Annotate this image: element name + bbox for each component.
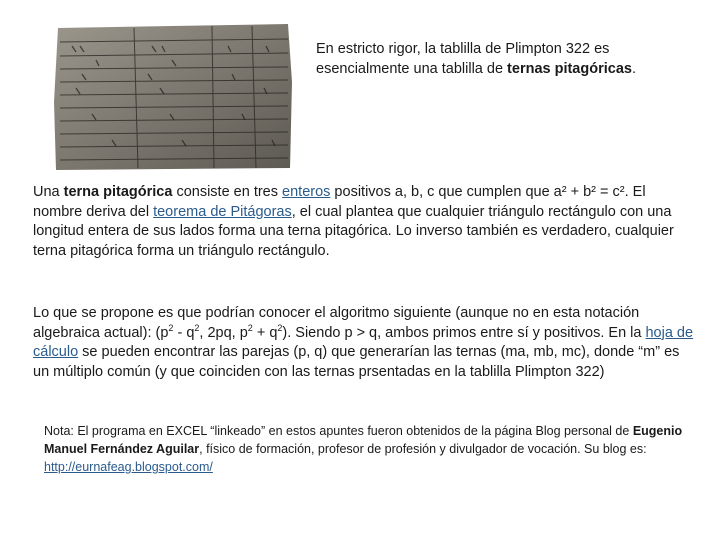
- enteros-link[interactable]: enteros: [282, 184, 331, 200]
- hoja-calculo-link[interactable]: hoja de cálculo: [33, 324, 694, 360]
- author-name: Eugenio Manuel Fernández Aguilar: [44, 424, 683, 456]
- algorithm-paragraph: Lo que se propone es que podrían conocer el algoritmo siguiente (aunque no en esta notación algebraica actual): ($p^2 - q^2$, 2pq, $p^2 + q^2$). Siendo p > q, ambos primos entre sí y positivos. En la hoja de cálculo se pueden encontrar las parejas (p, q) que generarían las ternas (ma, mb, mc), donde “m” es un múltiplo común (y que coinciden con las ternas prsentadas en la tablilla Plimpton 322): [33, 305, 694, 380]
- pythagorean-triple-paragraph: Una terna pitagórica consiste en tres enteros positivos a, b, c que cumplen que a² + b² = c². El nombre deriva del teorema de Pitágoras, el cual plantea que cualquier triángulo rectángulo con una longitud entera de sus lados forma una terna pitagórica. Lo inverso también es verdadero, cualquier terna pitagórica forma un triángulo rectángulo.: [33, 184, 674, 259]
- plimpton-322-tablet-image: [52, 22, 296, 172]
- note-text: Nota: El programa en EXCEL “linkeado” en estos apuntes fueron obtenidos de la página Blog personal de Eugenio Manuel Fernández Aguilar, físico de formación, profesor de profesión y divulgador de vocación. Su blog es: http://eurnafeag.blogspot.com/: [44, 424, 683, 474]
- teorema-pitagoras-link[interactable]: teorema de Pitágoras: [153, 203, 292, 220]
- intro-text: En estricto rigor, la tablilla de Plimpton 322 es esencialmente una tablilla de ternas pitagóricas.: [316, 41, 636, 77]
- terna-pitagorica-bold: terna pitagórica: [63, 184, 173, 200]
- ternas-pitagoricas-bold: ternas pitagóricas: [507, 60, 632, 77]
- blog-link[interactable]: http://eurnafeag.blogspot.com/: [44, 460, 213, 474]
